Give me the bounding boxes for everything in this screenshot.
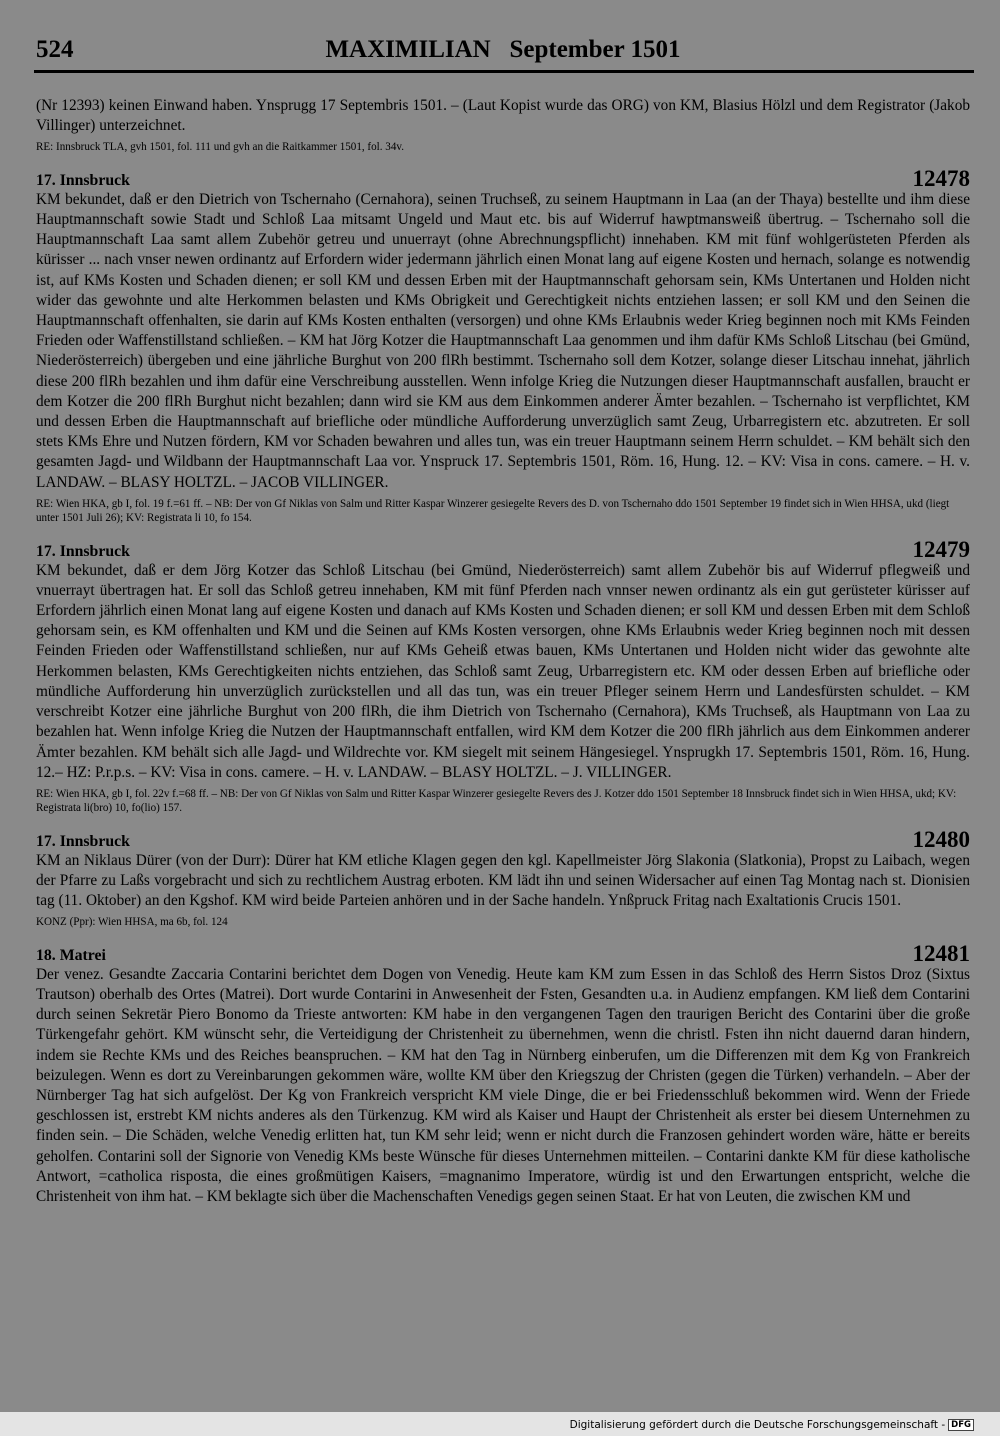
header-rule <box>34 70 974 73</box>
footer-credit <box>570 1419 974 1431</box>
entry-header <box>36 165 970 191</box>
entry-number: 12480 <box>912 826 970 852</box>
entry-ref: RE: Wien HKA, gb I, fol. 19 f.=61 ff. – NB: Der von Gf Niklas von Salm und Ritter Kaspar Winzerer gesiegelte Revers des D. von Tschernaho ddo 1501 September 19 findet sich in Wien HHSA, ukd (liegt unter 1501 Juli 26); KV: Registrata li 10, fo 154. <box>36 497 950 525</box>
entry-12480 <box>36 826 970 930</box>
entry-place: 18. Matrei <box>36 946 106 964</box>
entry-text: Der venez. Gesandte Zaccaria Contarini berichtet dem Dogen von Venedig. Heute kam KM zum Essen in das Schloß des Herrn Sistos Droz (Sixtus Trautson) oberhalb des Ortes (Matrei). Dort wurde Contarini in Anwesenheit der Fsten, Gesandten u.a. in Audienz empfangen. KM ließ dem Contarini durch seinen Sekretär Piero Bonomo da Trieste antworten: KM habe in den vergangenen Tagen den traurigen Bericht des Contarini über die große Türkengefahr gehört. KM wünscht sehr, die Verteidigung der Christenheit zu übernehmen, wenn die christl. Fsten ihn nicht dauernd daran hindern, indem sie Rechte KMs und des Reiches beanspruchen. – KM hat den Tag in Nürnberg einberufen, um die Differenzen mit dem Kg von Frankreich beizulegen. Wenn es dort zu Vereinbarungen gekommen wäre, wollte KM über den Kriegszug der Christen (gegen die Türken) verhandeln. – Aber der Nürnberger Tag hat sich aufgelöst. Der Kg von Frankreich verspricht KM viele Dinge, die er bei Friedensschluß bekommen wird. Wenn der Friede geschlossen ist, erstrebt KM nichts anderes als den Türkenzug. KM wird als Kaiser und Haupt der Christenheit als erster bei diesem Unternehmen zu finden sein. – Die Schäden, welche Venedig erlitten hat, tun KM sehr leid; wenn er nicht durch die Franzosen gehindert worden wäre, hätte er bereits geholfen. Contarini soll der Signorie von Venedig KMs beste Wünsche für dieses Unternehmen mitteilen. – Contarini dankte KM für diese katholische Antwort, =catholica risposta, die eines großmütigen Kaisers, =magnanimo Imperatore, würdig ist und den Erwartungen entspricht, welche die Christenheit von ihm hat. – KM beklagte sich über die Machenschaften Venedigs gegen seinen Staat. Er hat von Leuten, die zwischen KM und <box>36 965 970 1205</box>
entry-text: KM an Niklaus Dürer (von der Durr): Dürer hat KM etliche Klagen gegen den kgl. Kapellmeister Jörg Slakonia (Slatkonia), Propst zu Laibach, wegen der Pfarre zu Laßs vorgebracht und sich zu rechtlichem Austrag erboten. KM lädt ihn und seinen Widersacher auf einen Tag Montag nach st. Dionisien tag (11. Oktober) an den Kgshof. KM wird beide Parteien anhören und in der Sache handeln. Ynßpruck Fritag nach Exaltationis Crucis 1501. <box>36 851 970 910</box>
entry-12479 <box>36 536 970 816</box>
entry-place: 17. Innsbruck <box>36 832 130 850</box>
entry-ref: RE: Wien HKA, gb I, fol. 22v f.=68 ff. – NB: Der von Gf Niklas von Salm und Ritter Kaspar Winzerer gesiegelte Revers des J. Kotzer ddo 1501 September 18 Innsbruck findet sich in Wien HHSA, ukd; KV: Registrata li(bro) 10, fo(lio) 157. <box>36 787 957 815</box>
entry-text: KM bekundet, daß er den Dietrich von Tschernaho (Cernahora), seinen Truchseß, zu seinem Hauptmann in Laa (an der Thaya) bestellte und ihm diese Hauptmannschaft sowie Stadt und Schloß Laa mitsamt Ungeld und Maut etc. bis auf Widerruf hawptmansweiß übertrug. – Tschernaho soll die Hauptmannschaft Laa samt allem Zubehör getreu und unuerrayt (ohne Abrechnungspflicht) innehaben. KM mit fünf wohlgerüsteten Pferden als kürisser ... nach vnser newen ordinantz auf Erfordern wider jedermann jährlich einen Monat lang auf eigene Kosten und hernach, solange es notwendig ist, auf KMs Kosten und Schaden dienen; er soll KM und dessen Erben mit der Hauptmannschaft gehorsam sein, KMs Untertanen und Holden nicht wider das gewohnte und alte Herkommen belasten und KMs Obrigkeit und Gerechtigkeit nichts entziehen lassen; er soll KM und den Seinen die Hauptmannschaft offenhalten, sie darin auf KMs Kosten enthalten (versorgen) und ohne KMs Erlaubnis weder Krieg beginnen noch mit KMs Feinden Frieden oder Waffenstillstand schließen. – KM hat Jörg Kotzer die Hauptmannschaft Laa genommen und ihm dafür KMs Schloß Litschau (bei Gmünd, Niederösterreich) übergeben und eine jährliche Burghut von 200 flRh bestimmt. Tschernaho soll dem Kotzer, solange dieser Litschau innehat, jährlich diese 200 flRh bezahlen und ihm dafür eine Verschreibung ausstellen. Wenn infolge Krieg die Nutzungen dieser Hauptmannschaft ausfallen, braucht er dem Kotzer die 200 flRh Burghut nicht bezahlen; dann wird sie KM aus dem Einkommen anderer Ämter bezahlen. – Tschernaho ist verpflichtet, KM und dessen Erben die Hauptmannschaft auf briefliche oder mündliche Aufforderung unverzüglich samt Zeug, Urbarregistern etc. abzutreten. Er soll stets KMs Ehre und Nutzen fördern, KM vor Schaden bewahren und alles tun, was ein treuer Hauptmann seinem Herrn schuldet. – KM behält sich den gesamten Jagd- und Wildbann der Hauptmannschaft Laa vor. Ynspruck 17. Septembris 1501, Röm. 16, Hung. 12. – KV: Visa in cons. camere. – H. v. LANDAW. – BLASY HOLTZL. – JACOB VILLINGER. <box>36 190 970 491</box>
dfg-logo: DFG <box>948 1419 974 1431</box>
entry-text: KM bekundet, daß er dem Jörg Kotzer das Schloß Litschau (bei Gmünd, Niederösterreich) samt allem Zubehör bis auf Widerruf pflegweiß und vnuerrayt übertragen hat. Er soll das Schloß getreu innehaben, KM mit fünf Pferden nach vnnser newen ordinantz als ein gut gerüsteter kürisser auf Erfordern jährlich einen Monat lang auf eigene Kosten und danach auf KMs Kosten und Schaden dienen; er soll KM und dessen Erben mit dem Schloß gehorsam sein, es KM offenhalten und KM und die Seinen auf KMs Kosten versorgen, ohne KMs Erlaubnis weder Krieg beginnen noch mit dessen Feinden Frieden oder Waffenstillstand schließen, nur auf KMs Geheiß etwas bauen, KMs Untertanen und Holden nicht wider das gewohnte alte Herkommen belasten, KMs Gerechtigkeiten nichts entziehen, das Schloß samt Zeug, Urbarregistern etc. KM oder dessen Erben auf briefliche oder mündliche Aufforderung hin unverzüglich zurückstellen und all das tun, was ein treuer Pfleger seinem Herrn und Landesfürsten schuldet. – KM verschreibt Kotzer eine jährliche Burghut von 200 flRh, die ihm Dietrich von Tschernaho (Cernahora), KMs Truchseß, als Hauptmann von Laa zu bezahlen hat. Wenn infolge Krieg die Nutzen der Hauptmannschaft entfallen, wird KM dem Kotzer die 200 flRh jährlich aus dem Einkommen anderer Ämter bezahlen. KM behält sich alle Jagd- und Wildrechte vor. KM siegelt mit seinem Hängesiegel. Ynsprugkh 17. Septembris 1501, Röm. 16, Hung. 12.– HZ: P.r.p.s. – KV: Visa in cons. camere. – H. v. LANDAW. – BLASY HOLTZL. – J. VILLINGER. <box>36 561 970 781</box>
entry-12481 <box>36 940 970 1207</box>
entry-header <box>36 940 970 966</box>
page-header <box>36 36 970 68</box>
footer-text: Digitalisierung gefördert durch die Deutsche Forschungsgemeinschaft - <box>569 1419 946 1431</box>
entry-place: 17. Innsbruck <box>36 171 130 189</box>
continuation-text: (Nr 12393) keinen Einwand haben. Ynsprugg 17 Septembris 1501. – (Laut Kopist wurde das ORG) von KM, Blasius Hölzl und dem Registrator (Jakob Villinger) unterzeichnet. <box>36 97 970 135</box>
entry-number: 12479 <box>912 536 970 562</box>
running-title: MAXIMILIAN September 1501 <box>325 36 681 63</box>
entry-place: 17. Innsbruck <box>36 542 130 560</box>
entry-number: 12481 <box>912 940 970 966</box>
entry-12478 <box>36 165 970 526</box>
entry-header <box>36 536 970 562</box>
entry-header <box>36 826 970 852</box>
page-number: 524 <box>36 36 74 63</box>
continuation-ref: RE: Innsbruck TLA, gvh 1501, fol. 111 und gvh an die Raitkammer 1501, fol. 34v. <box>36 141 404 154</box>
entry-ref: KONZ (Ppr): Wien HHSA, ma 6b, fol. 124 <box>36 916 228 929</box>
entry-number: 12478 <box>912 165 970 191</box>
content <box>36 96 970 1207</box>
